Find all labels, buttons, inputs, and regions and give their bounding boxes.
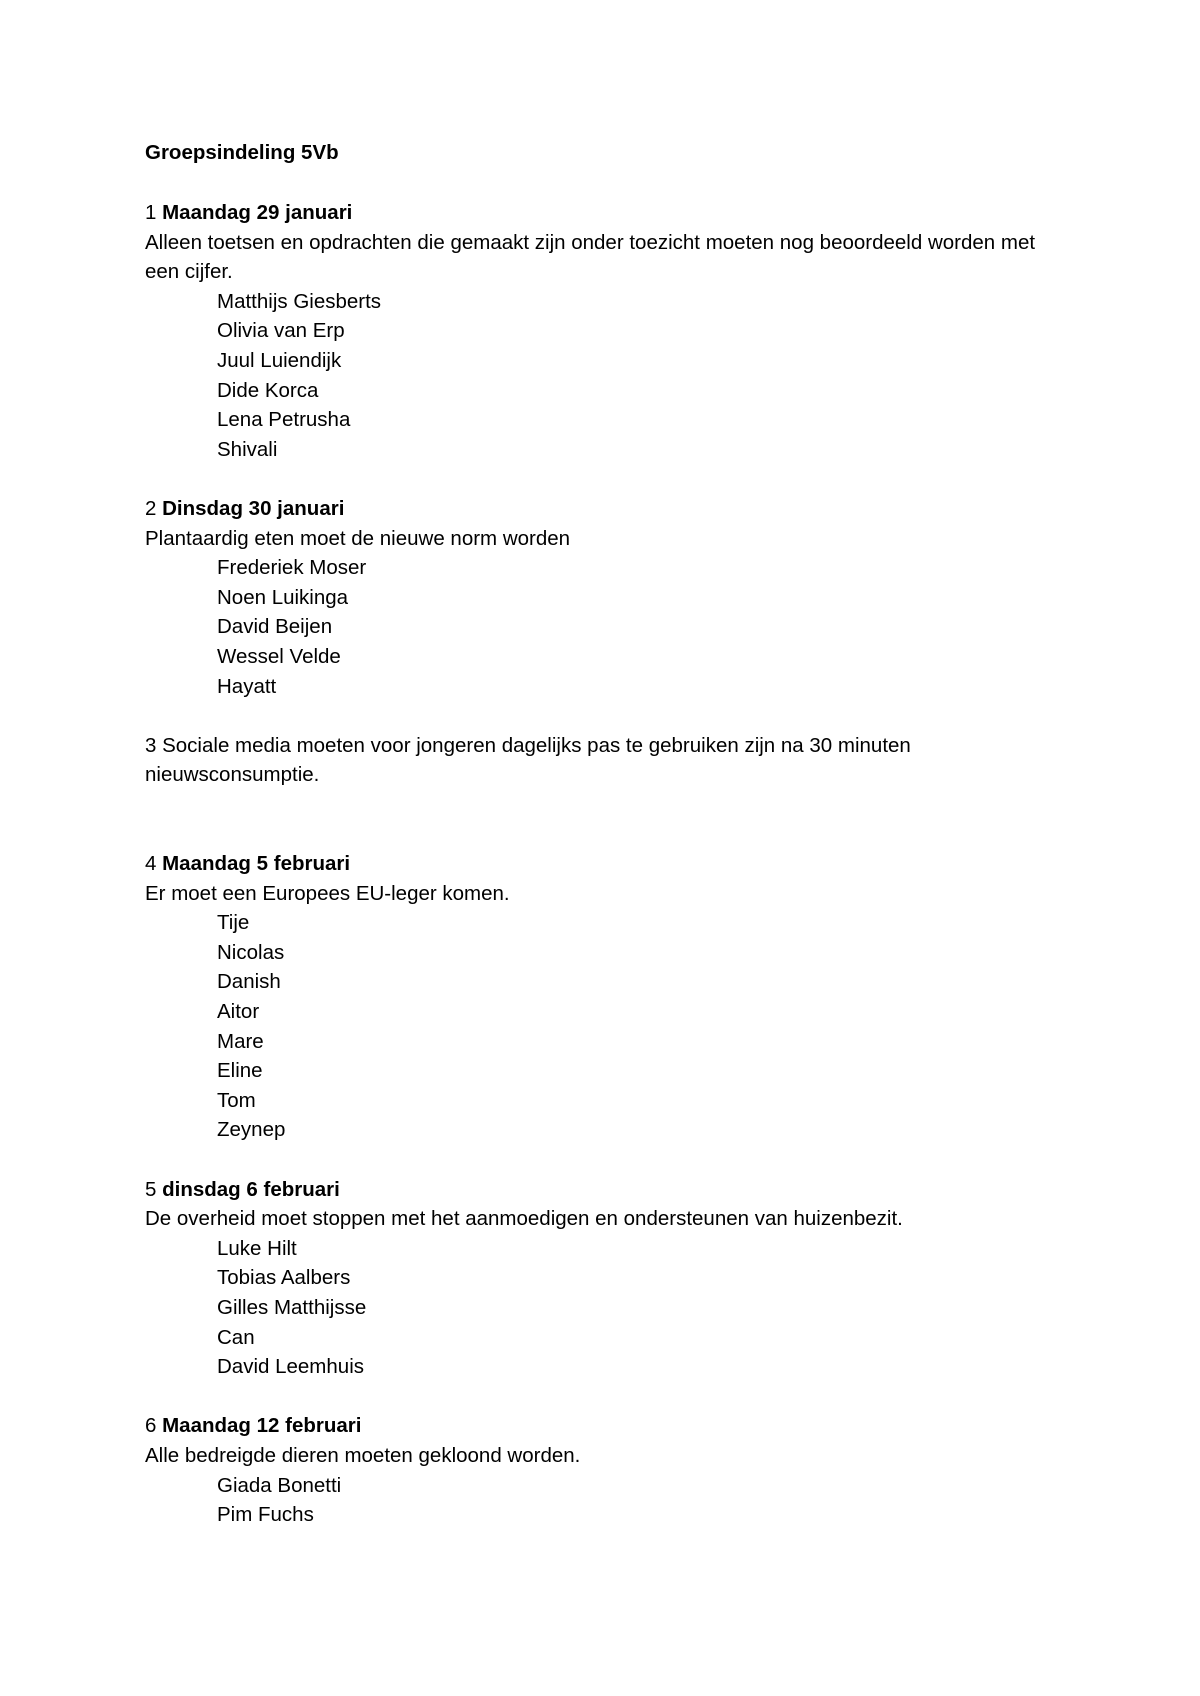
member-name: Wessel Velde xyxy=(217,644,341,668)
member-name: Hayatt xyxy=(217,674,277,698)
member-name: Frederiek Moser xyxy=(217,556,367,580)
member-name: Matthijs Giesberts xyxy=(217,289,382,313)
member-name: Tije xyxy=(217,911,250,935)
section-statement-text: Sociale media moeten voor jongeren dagelijks pas te gebruiken zijn na 30 minuten nieuwsconsumptie. xyxy=(145,733,911,787)
member-name: David Beijen xyxy=(217,615,333,639)
document-page xyxy=(145,138,1045,1530)
section-statement: Alle bedreigde dieren moeten gekloond worden. xyxy=(145,1443,581,1467)
member-name: Lena Petrusha xyxy=(217,408,351,432)
member-name: Olivia van Erp xyxy=(217,319,345,343)
member-name: Aitor xyxy=(217,1000,260,1024)
section-number: 4 xyxy=(145,852,157,876)
member-name: Mare xyxy=(217,1029,264,1053)
section-heading xyxy=(145,1411,1045,1441)
member-name: Can xyxy=(217,1325,255,1349)
section-date: Maandag 29 januari xyxy=(162,201,353,224)
section-6 xyxy=(145,1411,1045,1529)
section-date: Maandag 5 februari xyxy=(162,852,351,876)
member-list xyxy=(145,1234,1045,1382)
section-number: 6 xyxy=(145,1414,157,1438)
member-name: Nicolas xyxy=(217,940,285,964)
section-statement xyxy=(145,731,1045,790)
section-date: Dinsdag 30 januari xyxy=(162,496,345,520)
section-statement: Plantaardig eten moet de nieuwe norm worden xyxy=(145,526,571,550)
document-title: Groepsindeling 5Vb xyxy=(145,141,339,164)
member-name: Tobias Aalbers xyxy=(217,1266,351,1290)
spacer xyxy=(145,701,1045,731)
section-heading xyxy=(145,494,1045,524)
section-statement: De overheid moet stoppen met het aanmoedigen en ondersteunen van huizenbezit. xyxy=(145,1207,903,1231)
member-name: David Leemhuis xyxy=(217,1355,364,1379)
member-name: Tom xyxy=(217,1088,256,1112)
spacer xyxy=(145,464,1045,494)
member-name: Zeynep xyxy=(217,1118,286,1142)
member-name: Shivali xyxy=(217,437,278,461)
section-2 xyxy=(145,494,1045,701)
member-name: Dide Korca xyxy=(217,378,319,402)
member-list xyxy=(145,287,1045,465)
section-heading xyxy=(145,849,1045,879)
member-name: Pim Fuchs xyxy=(217,1503,314,1527)
section-number: 3 xyxy=(145,733,157,757)
member-list xyxy=(145,908,1045,1145)
member-name: Gilles Matthijsse xyxy=(217,1295,367,1319)
member-name: Noen Luikinga xyxy=(217,585,349,609)
section-number: 5 xyxy=(145,1177,157,1201)
section-5 xyxy=(145,1175,1045,1382)
section-number: 1 xyxy=(145,201,157,224)
spacer xyxy=(145,1382,1045,1412)
section-1 xyxy=(145,198,1045,464)
member-name: Luke Hilt xyxy=(217,1236,297,1260)
section-statement: Er moet een Europees EU-leger komen. xyxy=(145,881,510,905)
member-name: Danish xyxy=(217,970,281,994)
spacer xyxy=(145,1145,1045,1175)
member-name: Juul Luiendijk xyxy=(217,348,342,372)
member-name: Eline xyxy=(217,1059,263,1083)
member-list xyxy=(145,553,1045,701)
member-list xyxy=(145,1471,1045,1530)
section-date: dinsdag 6 februari xyxy=(162,1177,340,1201)
section-date: Maandag 12 februari xyxy=(162,1414,362,1438)
spacer xyxy=(145,790,1045,849)
section-number: 2 xyxy=(145,496,157,520)
spacer xyxy=(145,168,1045,198)
section-statement: Alleen toetsen en opdrachten die gemaakt zijn onder toezicht moeten nog beoordeeld worden met een cijfer. xyxy=(145,230,1036,284)
section-3 xyxy=(145,731,1045,790)
section-4 xyxy=(145,849,1045,1145)
section-heading xyxy=(145,198,1045,228)
member-name: Giada Bonetti xyxy=(217,1473,342,1497)
section-heading xyxy=(145,1175,1045,1205)
